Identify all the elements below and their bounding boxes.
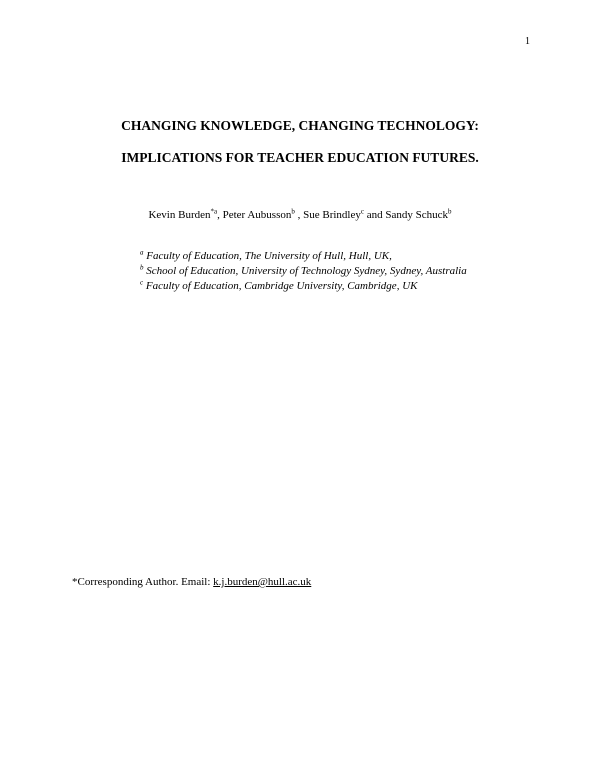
affiliation-mark: b xyxy=(140,263,144,272)
affiliation-mark: a xyxy=(140,248,144,257)
author-affiliation-mark: b xyxy=(448,207,452,216)
author-name: Peter Aubusson xyxy=(222,209,292,221)
paper-title-line-2: IMPLICATIONS FOR TEACHER EDUCATION FUTURES. xyxy=(121,150,479,165)
affiliation-list xyxy=(140,249,467,294)
author-name: Sue Brindley xyxy=(303,209,361,221)
affiliation-item xyxy=(140,279,467,294)
author-separator: , xyxy=(294,209,304,221)
author-separator: and xyxy=(363,209,386,221)
page-number: 1 xyxy=(525,36,530,47)
author-name: Sandy Schuck xyxy=(385,209,448,221)
affiliation-item xyxy=(140,264,467,279)
paper-title-line-1: CHANGING KNOWLEDGE, CHANGING TECHNOLOGY: xyxy=(121,118,479,133)
author-affiliation-mark: c xyxy=(360,207,364,216)
affiliation-text: Faculty of Education, The University of Hull, Hull, UK, xyxy=(146,250,392,262)
corresponding-email-link[interactable]: k.j.burden@hull.ac.uk xyxy=(213,576,312,588)
affiliation-text: Faculty of Education, Cambridge University, Cambridge, UK xyxy=(145,280,418,292)
author-affiliation-mark: *a xyxy=(210,207,218,216)
author-separator: , xyxy=(217,209,223,221)
author-name: Kevin Burden xyxy=(148,209,211,221)
corresponding-author-note xyxy=(72,576,311,588)
author-list xyxy=(0,209,600,221)
affiliation-text: School of Education, University of Technology Sydney, Sydney, Australia xyxy=(146,265,467,277)
corresponding-label: *Corresponding Author. Email: xyxy=(72,576,214,588)
affiliation-mark: c xyxy=(140,278,144,287)
author-affiliation-mark: b xyxy=(291,207,295,216)
affiliation-item xyxy=(140,249,467,264)
